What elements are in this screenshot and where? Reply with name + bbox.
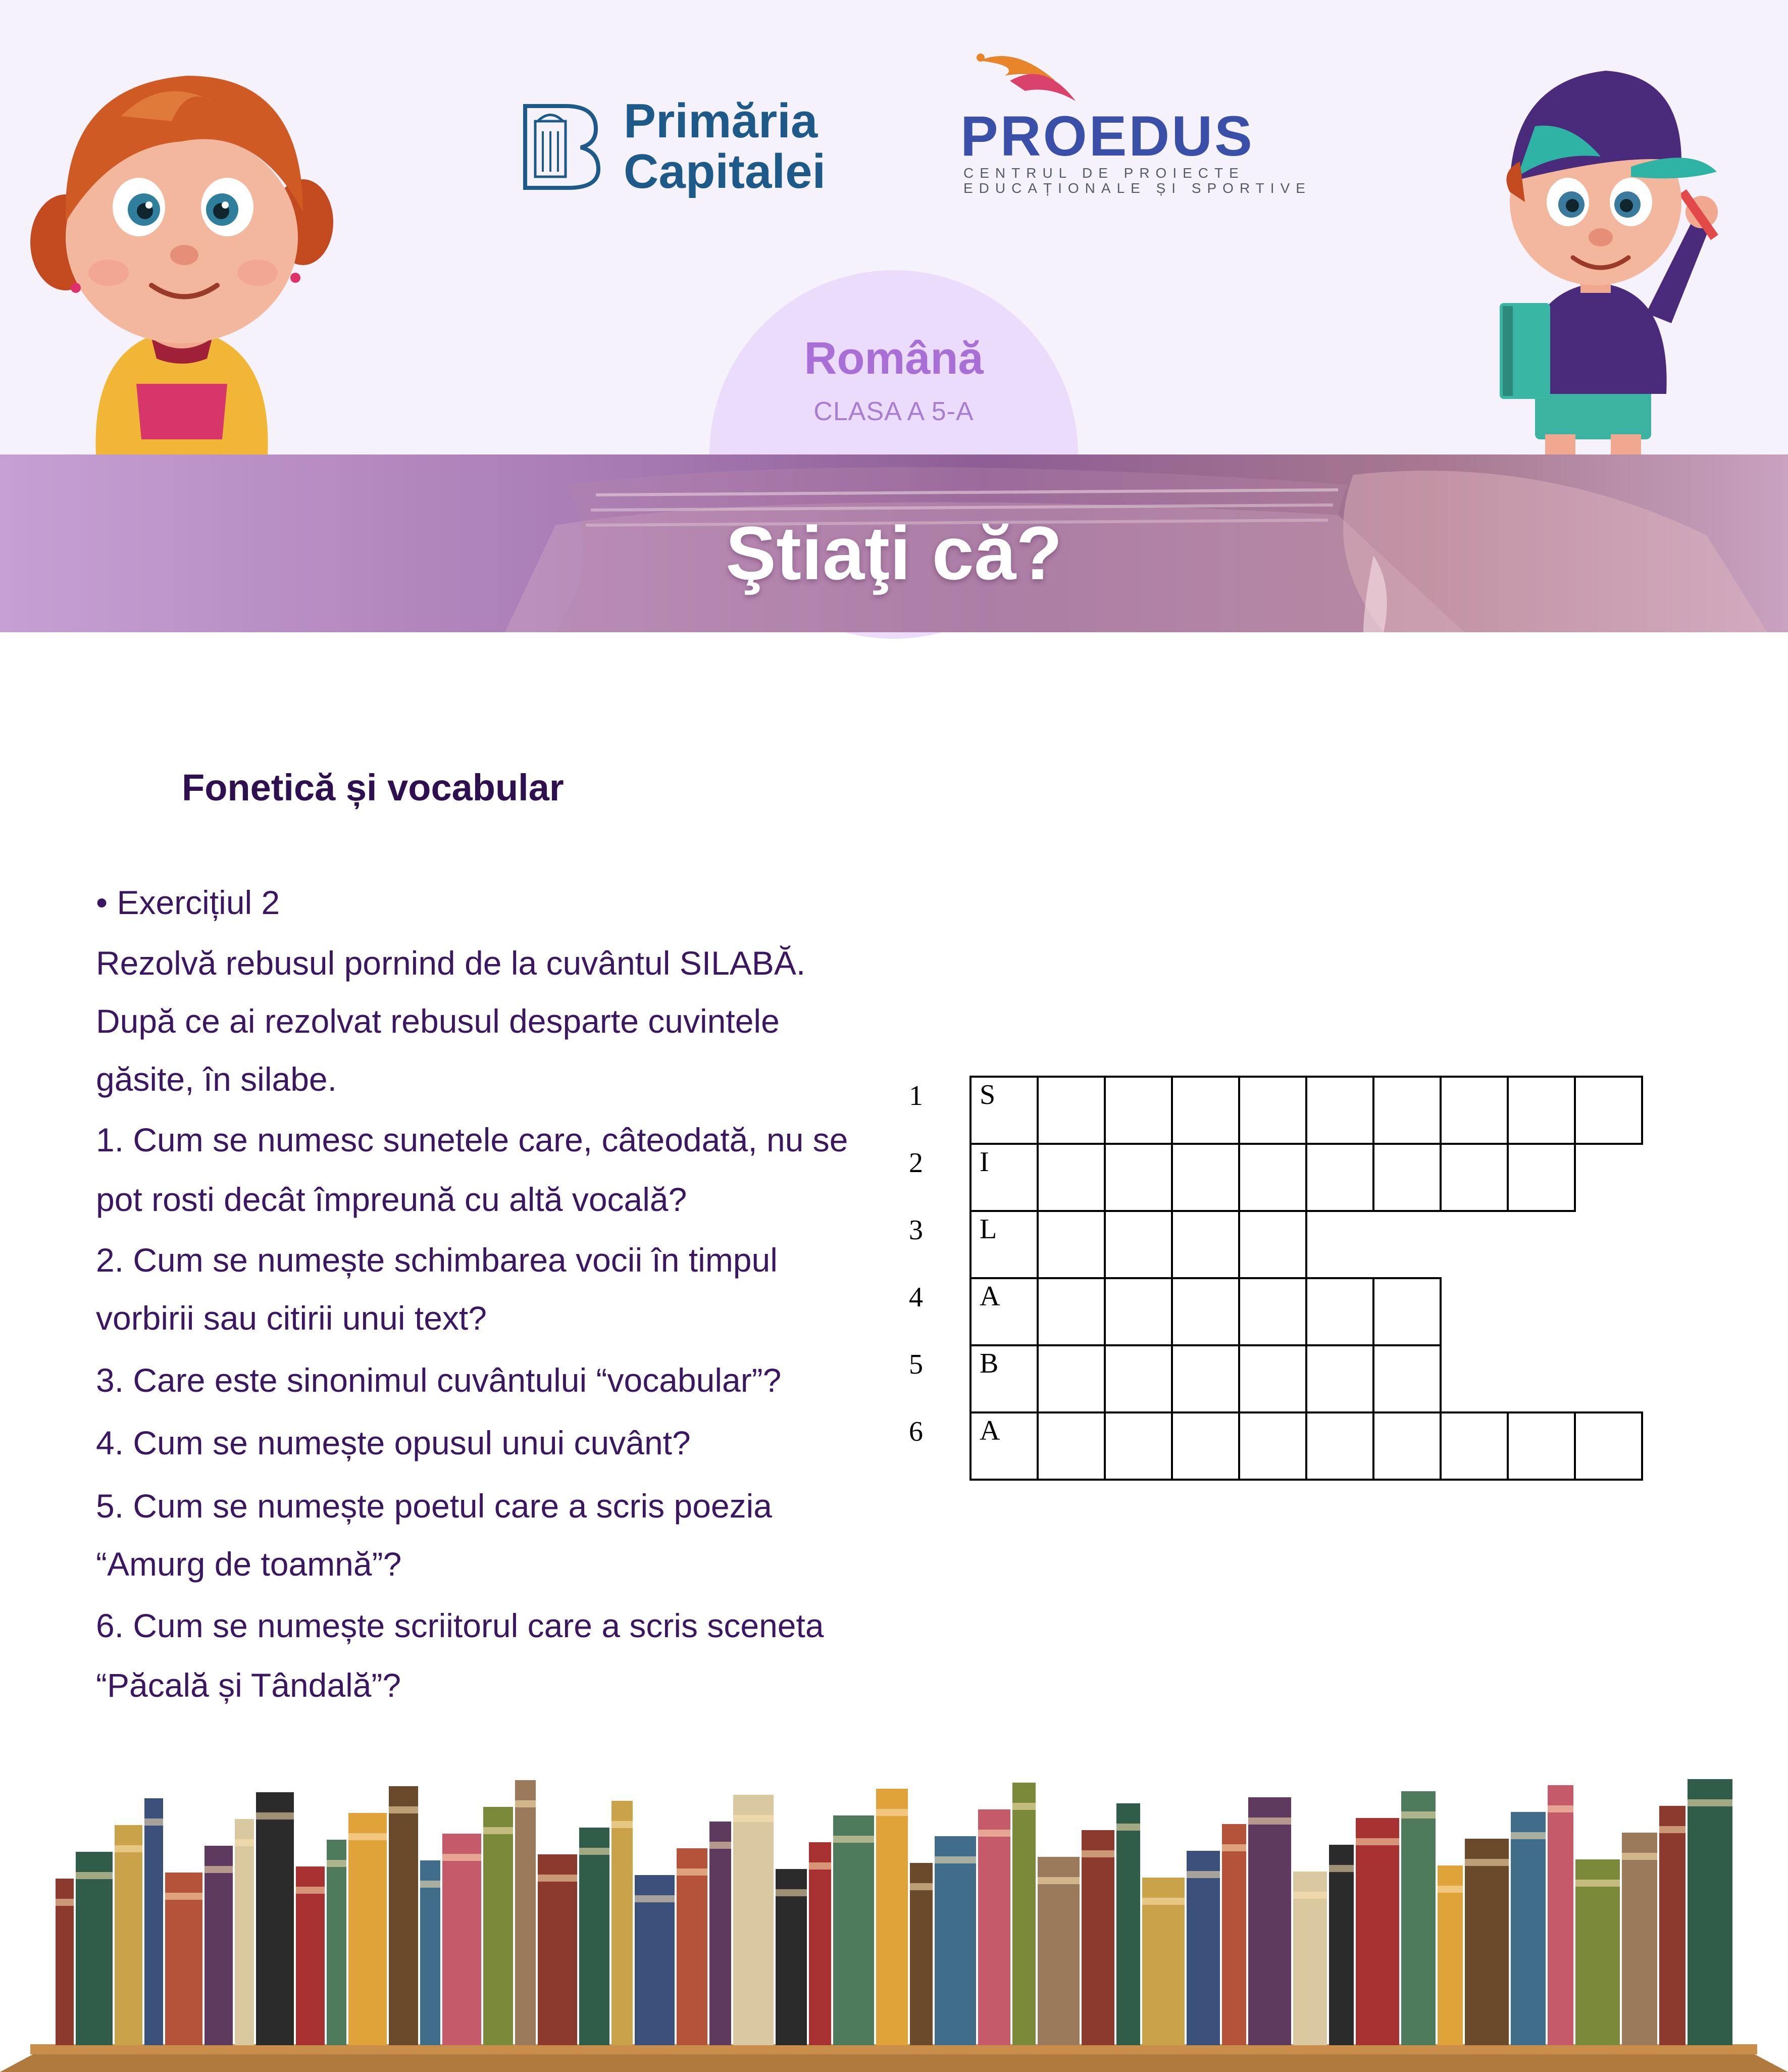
- book-spine-band: [677, 1868, 707, 1876]
- girl-character-illustration: [20, 56, 343, 454]
- crossword-cell[interactable]: [1238, 1076, 1307, 1145]
- crossword-row-number: 3: [909, 1215, 923, 1246]
- page-header: [0, 0, 1788, 454]
- book-spine-band: [733, 1815, 774, 1822]
- book-spine-band: [1688, 1799, 1732, 1806]
- book-spine-band: [483, 1827, 513, 1834]
- book-spine-band: [1465, 1859, 1509, 1866]
- crossword-cell[interactable]: [1372, 1143, 1442, 1212]
- question-1-line-1: 1. Cum se numesc sunetele care, câteodată, nu se: [96, 1121, 848, 1158]
- primaria-logo-line1: Primăria: [624, 94, 818, 148]
- crossword-cell[interactable]: [1037, 1411, 1106, 1481]
- book-spine-band: [235, 1839, 254, 1846]
- question-6-line-1: 6. Cum se numește scriitorul care a scris sceneta: [96, 1607, 824, 1644]
- crossword-row-number: 4: [909, 1282, 923, 1313]
- book-spine-band: [1248, 1817, 1291, 1825]
- book-spine: [76, 1852, 113, 2045]
- question-2-line-2: vorbirii sau citirii unui text?: [96, 1299, 487, 1337]
- book-spine: [1222, 1824, 1246, 2045]
- exercise-label: • Exercițiul 2: [96, 884, 280, 921]
- book-spine-band: [1222, 1844, 1246, 1851]
- book-spine: [579, 1828, 609, 2045]
- crossword-cell[interactable]: [1104, 1210, 1173, 1279]
- book-spine-band: [538, 1875, 577, 1882]
- book-spine-band: [1659, 1826, 1685, 1833]
- book-spine: [515, 1780, 536, 2045]
- book-spine-band: [1438, 1886, 1463, 1893]
- question-4: 4. Cum se numește opusul unui cuvânt?: [96, 1424, 691, 1461]
- crossword-key-letter: B: [980, 1348, 999, 1379]
- book-spine: [935, 1836, 976, 2045]
- book-spine: [833, 1815, 874, 2045]
- primaria-b-icon: [520, 101, 601, 192]
- book-spine-band: [296, 1887, 325, 1894]
- book-spine-band: [579, 1848, 609, 1855]
- crossword-cell[interactable]: [1305, 1277, 1374, 1346]
- book-spine: [709, 1822, 731, 2045]
- crossword-cell[interactable]: [1238, 1277, 1307, 1346]
- proedus-logo: [954, 50, 1311, 197]
- crossword-cell[interactable]: [1507, 1411, 1576, 1481]
- book-spine-band: [1575, 1880, 1620, 1887]
- question-5-line-1: 5. Cum se numește poetul care a scris poezia: [96, 1487, 772, 1525]
- crossword-cell[interactable]: [1171, 1277, 1240, 1346]
- crossword-cell[interactable]: [1372, 1277, 1442, 1346]
- book-spine: [205, 1846, 233, 2045]
- crossword-cell[interactable]: [1440, 1411, 1509, 1481]
- book-spine: [256, 1792, 294, 2045]
- banner-title: Ştiaţi că?: [726, 511, 1062, 595]
- book-spine-band: [205, 1866, 233, 1873]
- crossword-cell[interactable]: [1238, 1143, 1307, 1212]
- crossword-cell[interactable]: [1037, 1277, 1106, 1346]
- subject-title: Română: [804, 333, 984, 384]
- crossword-row-number: 2: [909, 1147, 923, 1179]
- book-spine: [1187, 1851, 1220, 2045]
- crossword-cell[interactable]: [1305, 1076, 1374, 1145]
- book-spine: [1401, 1791, 1436, 2045]
- book-spine: [144, 1798, 163, 2045]
- crossword-cell[interactable]: [1574, 1076, 1643, 1145]
- book-spine: [1356, 1818, 1399, 2045]
- book-spine: [327, 1840, 346, 2045]
- crossword-cell[interactable]: [1305, 1411, 1374, 1481]
- crossword-key-cell[interactable]: [969, 1411, 1039, 1481]
- crossword-cell[interactable]: [1171, 1143, 1240, 1212]
- crossword-cell[interactable]: [1372, 1076, 1442, 1145]
- primaria-capitalei-logo: [520, 96, 848, 202]
- section-title: Fonetică și vocabular: [182, 767, 564, 808]
- crossword-cell[interactable]: [1104, 1143, 1173, 1212]
- book-spine-band: [709, 1842, 731, 1849]
- book-spine-band: [611, 1821, 633, 1828]
- crossword-cell[interactable]: [1440, 1143, 1509, 1212]
- crossword-cell[interactable]: [1171, 1076, 1240, 1145]
- book-spine: [1082, 1830, 1114, 2045]
- class-label: CLASA A 5-A: [813, 397, 974, 426]
- book-spine-band: [442, 1854, 481, 1861]
- book-spine-band: [1356, 1838, 1399, 1845]
- book-spine: [978, 1809, 1010, 2045]
- book-spine: [1511, 1812, 1546, 2045]
- book-spine-band: [1012, 1803, 1036, 1810]
- book-spine-band: [256, 1812, 294, 1820]
- crossword-key-cell[interactable]: [969, 1210, 1039, 1279]
- crossword-cell[interactable]: [1238, 1210, 1307, 1279]
- crossword-cell[interactable]: [1104, 1344, 1173, 1413]
- book-spine-band: [1293, 1892, 1327, 1899]
- book-spine: [1248, 1797, 1291, 2045]
- book-spine-band: [1548, 1805, 1573, 1812]
- book-spine: [389, 1786, 418, 2045]
- book-spine-band: [115, 1845, 142, 1852]
- crossword-row-number: 5: [909, 1349, 923, 1380]
- question-1-line-2: pot rosti decât împreună cu altă vocală?: [96, 1181, 687, 1218]
- crossword-key-cell[interactable]: [969, 1076, 1039, 1145]
- book-spine: [876, 1789, 908, 2045]
- primaria-logo-line2: Capitalei: [624, 144, 826, 198]
- book-spine-band: [165, 1893, 202, 1900]
- instruction-line-1: Rezolvă rebusul pornind de la cuvântul SILABĂ.: [96, 944, 806, 982]
- book-spine: [483, 1807, 513, 2045]
- book-spine-band: [1329, 1865, 1354, 1872]
- crossword-cell[interactable]: [1507, 1143, 1576, 1212]
- crossword-key-letter: I: [980, 1146, 989, 1178]
- crossword-cell[interactable]: [1238, 1344, 1307, 1413]
- crossword-grid: [909, 1076, 1646, 1480]
- crossword-cell[interactable]: [1372, 1411, 1442, 1481]
- book-spine-band: [389, 1806, 418, 1813]
- crossword-key-letter: L: [980, 1214, 997, 1245]
- crossword-key-cell[interactable]: [969, 1277, 1039, 1346]
- book-spine-band: [1116, 1824, 1140, 1831]
- book-spine-band: [1038, 1877, 1080, 1884]
- crossword-cell[interactable]: [1037, 1076, 1106, 1145]
- book-spine: [910, 1863, 933, 2045]
- book-spine-band: [1511, 1832, 1546, 1839]
- book-spine: [1575, 1859, 1620, 2045]
- crossword-cell[interactable]: [1507, 1076, 1576, 1145]
- book-spine-band: [1187, 1871, 1220, 1878]
- crossword-cell[interactable]: [1037, 1210, 1106, 1279]
- book-spine: [1465, 1839, 1509, 2045]
- book-spine-band: [76, 1872, 113, 1879]
- proedus-flame-icon: [975, 50, 1096, 111]
- instruction-line-3: găsite, în silabe.: [96, 1060, 337, 1098]
- book-spine: [677, 1848, 707, 2045]
- book-spine-band: [1622, 1853, 1657, 1860]
- question-5-line-2: “Amurg de toamnă”?: [96, 1545, 402, 1583]
- book-spine: [733, 1795, 774, 2045]
- crossword-cell[interactable]: [1104, 1411, 1173, 1481]
- crossword-cell[interactable]: [1372, 1344, 1442, 1413]
- crossword-key-cell[interactable]: [969, 1143, 1039, 1212]
- question-3: 3. Care este sinonimul cuvântului “vocabular”?: [96, 1361, 782, 1399]
- proedus-tagline-line2: EDUCAȚIONALE ȘI SPORTIVE: [963, 180, 1311, 196]
- book-spine: [538, 1854, 577, 2045]
- book-spine-band: [1082, 1850, 1114, 1857]
- crossword-key-letter: S: [980, 1079, 996, 1110]
- crossword-cell[interactable]: [1104, 1076, 1173, 1145]
- question-6-line-2: “Păcală și Tândală”?: [96, 1666, 401, 1704]
- book-spine: [1688, 1779, 1732, 2045]
- book-spine: [420, 1860, 440, 2045]
- crossword-cell[interactable]: [1171, 1344, 1240, 1413]
- crossword-cell[interactable]: [1574, 1411, 1643, 1481]
- bookshelf-illustration: [0, 1767, 1788, 2072]
- book-spine: [1012, 1783, 1036, 2045]
- book-spine-band: [515, 1800, 536, 1807]
- crossword-cell[interactable]: [1305, 1344, 1374, 1413]
- book-spine: [1116, 1803, 1140, 2045]
- book-spine-band: [978, 1830, 1010, 1837]
- book-spine: [235, 1819, 254, 2045]
- book-spine-band: [910, 1883, 933, 1890]
- book-spine: [1548, 1785, 1573, 2045]
- book-spine: [1659, 1806, 1685, 2045]
- crossword-cell[interactable]: [1305, 1143, 1374, 1212]
- question-2-line-1: 2. Cum se numește schimbarea vocii în timpul: [96, 1241, 778, 1279]
- crossword-cell[interactable]: [1037, 1143, 1106, 1212]
- book-spine: [442, 1834, 481, 2045]
- crossword-cell[interactable]: [1238, 1411, 1307, 1481]
- book-spine-band: [1401, 1811, 1436, 1818]
- crossword-cell[interactable]: [1037, 1344, 1106, 1413]
- crossword-key-letter: A: [980, 1281, 1000, 1312]
- book-spine: [1622, 1833, 1657, 2045]
- crossword-row-number: 6: [909, 1416, 923, 1447]
- book-spine-band: [876, 1809, 908, 1816]
- crossword-key-cell[interactable]: [969, 1344, 1039, 1413]
- book-spine-band: [935, 1856, 976, 1863]
- proedus-wordmark: PROEDUS: [960, 105, 1254, 168]
- book-spine: [1329, 1845, 1354, 2045]
- book-spine-band: [776, 1889, 807, 1896]
- crossword-cell[interactable]: [1171, 1411, 1240, 1481]
- crossword-cell[interactable]: [1440, 1076, 1509, 1145]
- book-spine: [809, 1842, 831, 2045]
- book-spine-band: [56, 1899, 74, 1906]
- book-spine-band: [420, 1881, 440, 1888]
- book-spine-band: [327, 1860, 346, 1867]
- instruction-line-2: După ce ai rezolvat rebusul desparte cuvintele: [96, 1002, 780, 1040]
- crossword-key-letter: A: [980, 1415, 1000, 1446]
- book-spine-band: [144, 1818, 163, 1826]
- book-spine-band: [809, 1862, 831, 1869]
- crossword-cell[interactable]: [1171, 1210, 1240, 1279]
- boy-character-illustration: [1479, 50, 1722, 454]
- book-spine-band: [635, 1895, 675, 1902]
- crossword-row-number: 1: [909, 1080, 923, 1111]
- book-spine: [115, 1825, 142, 2045]
- book-spine-band: [1142, 1898, 1185, 1905]
- book-spine-band: [833, 1836, 874, 1843]
- book-spine: [611, 1801, 633, 2045]
- book-spine: [1038, 1857, 1080, 2045]
- proedus-tagline-line1: CENTRUL DE PROIECTE: [963, 165, 1245, 181]
- crossword-cell[interactable]: [1104, 1277, 1173, 1346]
- book-spine: [348, 1813, 387, 2045]
- book-spine-band: [348, 1833, 387, 1840]
